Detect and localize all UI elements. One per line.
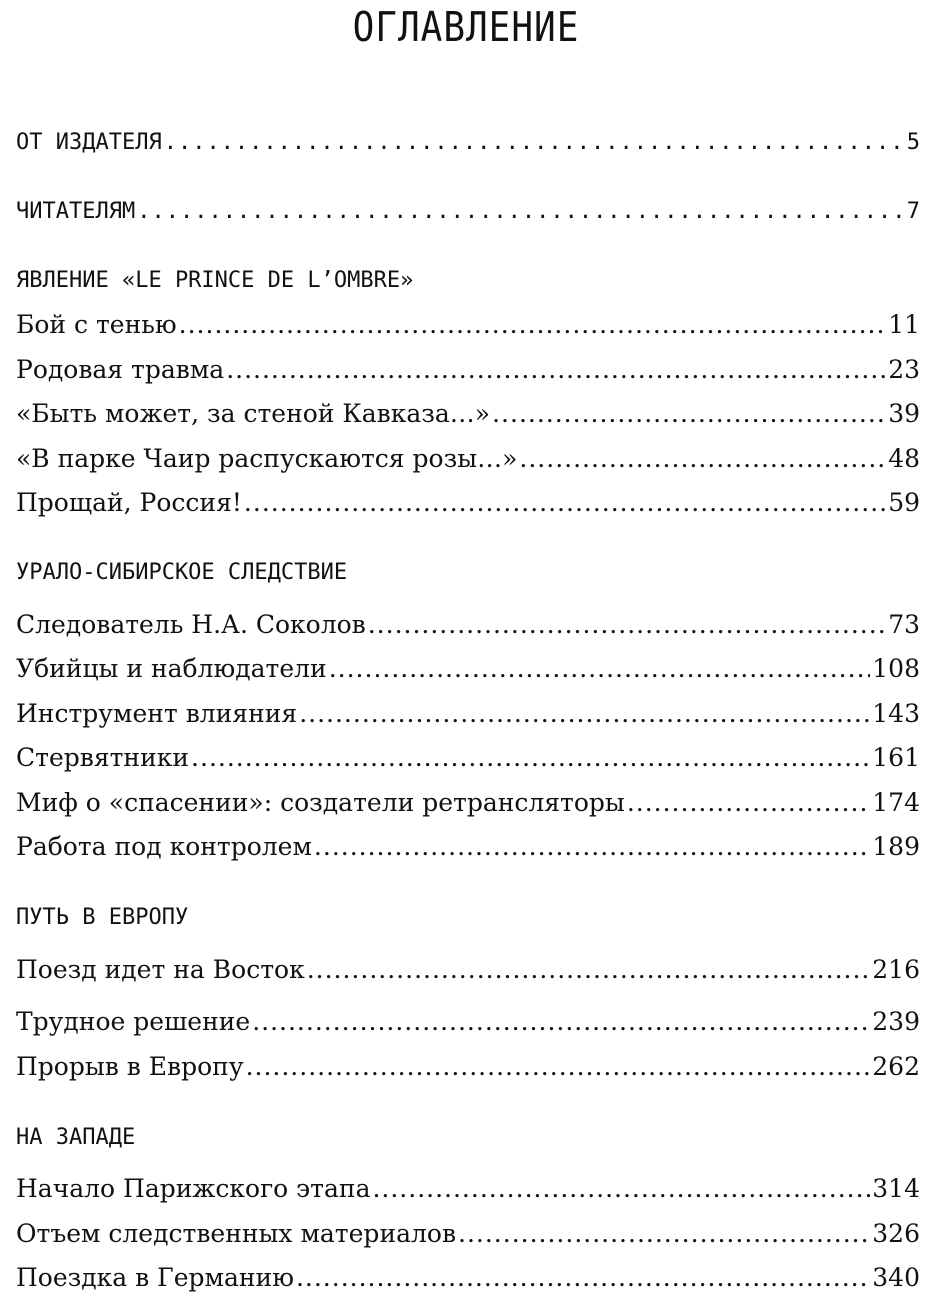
toc-entry-label: Работа под контролем	[16, 832, 312, 861]
toc-entry-label: Прощай, Россия!	[16, 488, 242, 517]
toc-entry[interactable]	[16, 399, 920, 428]
toc-entry[interactable]	[16, 654, 920, 683]
toc-entry[interactable]	[16, 743, 920, 772]
toc-entry-label: Миф о «спасении»: создатели ретрансляторы	[16, 788, 625, 817]
toc-entry-page: 5	[906, 130, 920, 155]
toc-entry[interactable]	[16, 488, 920, 517]
dot-leader	[244, 488, 886, 517]
toc-entry-label: Начало Парижского этапа	[16, 1174, 371, 1203]
toc-entry-page: 23	[888, 355, 920, 384]
page-title: ОГЛАВЛЕНИЕ	[352, 4, 580, 52]
toc-entry-page: 11	[888, 310, 920, 339]
toc-entry-page: 174	[872, 788, 920, 817]
dot-leader	[164, 130, 905, 155]
toc-entry-label: Следователь Н.А. Соколов	[16, 610, 366, 639]
toc-entry-label: «Быть может, за стеной Кавказа…»	[16, 399, 491, 428]
toc-entry-page: 216	[872, 955, 920, 984]
toc-entry-label: Отъем следственных материалов	[16, 1219, 457, 1248]
toc-entry-page: 326	[872, 1219, 920, 1248]
toc-entry-label: Прорыв в Европу	[16, 1052, 244, 1081]
toc-entry[interactable]	[16, 610, 920, 639]
toc-entry-label: Стервятники	[16, 743, 190, 772]
toc-entry-page: 340	[872, 1263, 920, 1292]
toc-entry[interactable]	[16, 1007, 920, 1036]
toc-entry-label: ЧИТАТЕЛЯМ	[16, 199, 136, 224]
dot-leader	[137, 199, 905, 224]
toc-entry-page: 189	[872, 832, 920, 861]
toc-entry-page: 48	[888, 444, 920, 473]
dot-leader	[368, 610, 886, 639]
dot-leader	[314, 832, 870, 861]
dot-leader	[296, 1263, 870, 1292]
dot-leader	[179, 310, 887, 339]
toc-entry-page: 239	[872, 1007, 920, 1036]
dot-leader	[191, 743, 870, 772]
toc-entry-label: ОТ ИЗДАТЕЛЯ	[16, 130, 162, 155]
toc-entry[interactable]	[16, 199, 920, 224]
toc-entry[interactable]	[16, 1052, 920, 1081]
toc-entry-label: Поездка в Германию	[16, 1263, 294, 1292]
dot-leader	[226, 355, 886, 384]
toc-entry[interactable]	[16, 310, 920, 339]
toc-entry-page: 59	[888, 488, 920, 517]
toc-entry[interactable]	[16, 355, 920, 384]
toc-entry[interactable]	[16, 1219, 920, 1248]
dot-leader	[627, 788, 870, 817]
toc-entry-page: 108	[872, 654, 920, 683]
toc-entry[interactable]	[16, 444, 920, 473]
section-heading: ПУТЬ В ЕВРОПУ	[16, 905, 189, 930]
toc-entry-label: «В парке Чаир распускаются розы…»	[16, 444, 518, 473]
toc-entry-label: Инструмент влияния	[16, 699, 298, 728]
dot-leader	[372, 1174, 870, 1203]
toc-entry-label: Трудное решение	[16, 1007, 251, 1036]
section-heading: УРАЛО-СИБИРСКОЕ СЛЕДСТВИЕ	[16, 560, 348, 585]
toc-entry-page: 143	[872, 699, 920, 728]
dot-leader	[246, 1052, 871, 1081]
toc-entry[interactable]	[16, 1263, 920, 1292]
dot-leader	[307, 955, 871, 984]
toc-entry-label: Поезд идет на Восток	[16, 955, 305, 984]
dot-leader	[492, 399, 886, 428]
toc-entry[interactable]	[16, 699, 920, 728]
dot-leader	[252, 1007, 870, 1036]
toc-entry-page: 314	[872, 1174, 920, 1203]
toc-entry-label: Родовая травма	[16, 355, 225, 384]
dot-leader	[519, 444, 886, 473]
dot-leader	[299, 699, 870, 728]
section-heading: НА ЗАПАДЕ	[16, 1125, 136, 1150]
toc-entry[interactable]	[16, 1174, 920, 1203]
toc-entry[interactable]	[16, 832, 920, 861]
toc-entry-page: 7	[906, 199, 920, 224]
toc-entry[interactable]	[16, 788, 920, 817]
toc-entry-page: 161	[872, 743, 920, 772]
toc-entry-label: Бой с тенью	[16, 310, 177, 339]
toc-entry-page: 73	[888, 610, 920, 639]
section-heading: ЯВЛЕНИЕ «LE PRINCE DE L’OMBRE»	[16, 268, 414, 293]
dot-leader	[458, 1219, 870, 1248]
toc-entry-label: Убийцы и наблюдатели	[16, 654, 327, 683]
toc-entry[interactable]	[16, 955, 920, 984]
toc-entry-page: 39	[888, 399, 920, 428]
toc-entry-page: 262	[872, 1052, 920, 1081]
toc-entry[interactable]	[16, 130, 920, 155]
dot-leader	[329, 654, 871, 683]
